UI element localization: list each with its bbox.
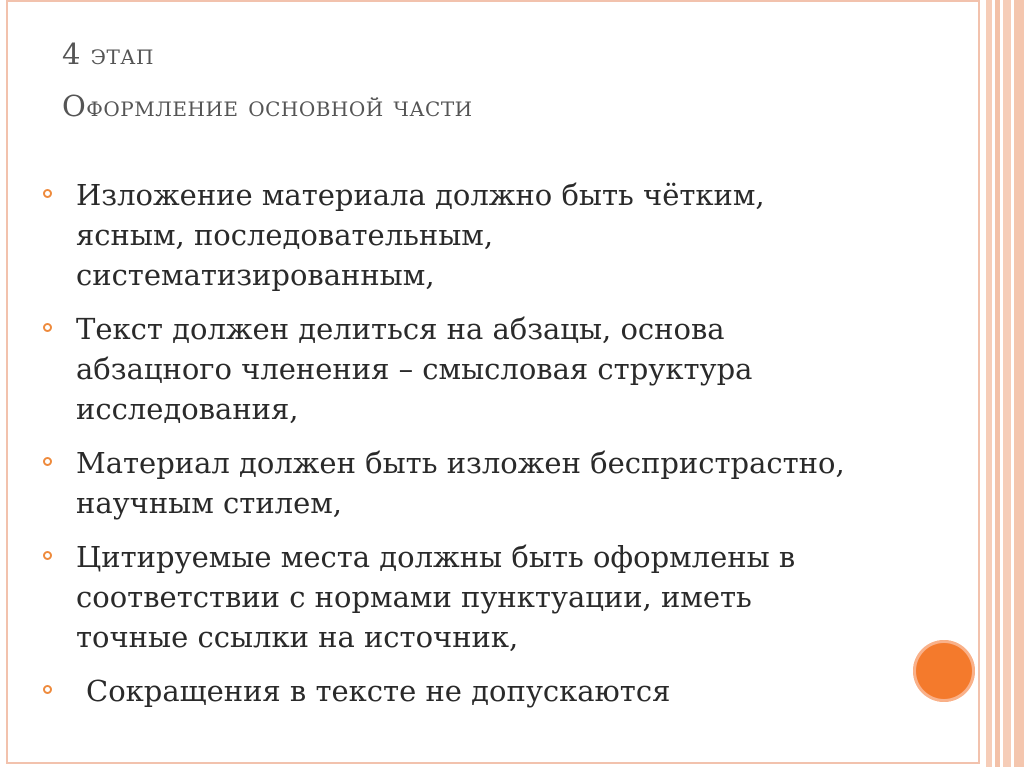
title-line-2: Оформление основной части xyxy=(62,89,473,123)
list-item xyxy=(76,671,936,711)
decor-stripe xyxy=(1003,0,1011,767)
list-item-text: Сокращения в тексте не допускаются xyxy=(86,674,671,708)
decor-stripe xyxy=(986,0,992,767)
list-item-text: Изложение материала должно быть чётким, ясным, последовательным, систематизированным, xyxy=(76,178,765,292)
bullet-icon xyxy=(43,551,52,560)
list-item-text: Цитируемые места должны быть оформлены в соответствии с нормами пунктуации, иметь точные ссылки на источник, xyxy=(76,540,796,654)
bullet-icon xyxy=(43,189,52,198)
orange-circle-icon xyxy=(913,640,975,702)
list-item-text: Материал должен быть изложен беспристрастно, научным стилем, xyxy=(76,446,845,520)
list-item xyxy=(76,309,936,429)
bullet-list xyxy=(76,175,936,725)
list-item xyxy=(76,175,936,295)
decor-stripe xyxy=(1014,0,1024,767)
bullet-icon xyxy=(43,323,52,332)
list-item xyxy=(76,443,936,523)
title-line-1: 4 этап xyxy=(62,37,154,71)
bullet-icon xyxy=(43,685,52,694)
list-item-text: Текст должен делиться на абзацы, основа абзацного членения – смысловая структура исследования, xyxy=(76,312,753,426)
decor-stripe xyxy=(995,0,1000,767)
list-item xyxy=(76,537,936,657)
bullet-icon xyxy=(43,457,52,466)
slide-title xyxy=(62,28,473,132)
